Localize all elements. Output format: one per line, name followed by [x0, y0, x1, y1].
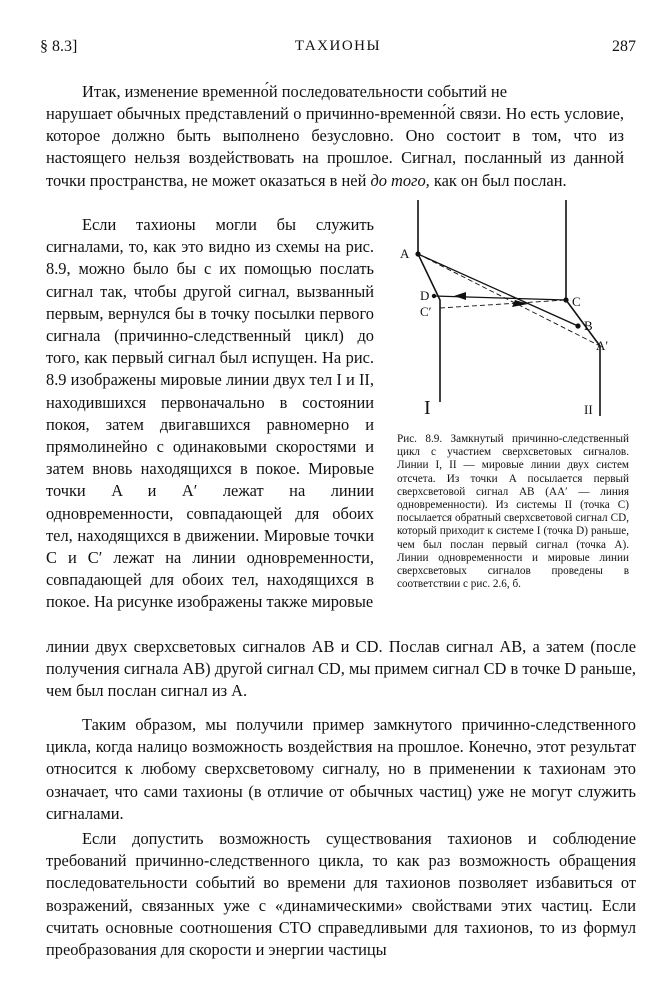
arrow-CD	[454, 292, 466, 300]
label-A: A	[400, 246, 410, 261]
signal-CD	[434, 296, 566, 300]
paragraph-3: Таким образом, мы получили пример замкнутого причинно-следственного цикла, когда налицо возможность воздействия на прошлое. Конечно, этот результат относится к любому сверхсветовому сигналу, но в применении к тахионам это означает, что сами тахионы (в отличие от обычных частиц) уже не могут служить сигналами.	[46, 715, 636, 823]
point-A	[415, 251, 420, 256]
paragraph-1-end: как он был послан.	[429, 170, 567, 190]
worldline-diagram	[388, 196, 628, 428]
paragraph-2-wide: линии двух сверхсветовых сигналов AB и CD. Послав сигнал AB, а затем (после получения сигнала AB) другой сигнал CD, мы примем сигнал CD в точке D раньше, чем был послан сигнал из A.	[46, 637, 636, 701]
paragraph-4: Если допустить возможность существования тахионов и соблюдение требований причинно-следственного цикла, то как раз возможность обращения последовательности событий во времени для тахионов позволяет избавиться от возражений, связанных уже с «динамическими» свойствами этих частиц. Если считать основные соотношения СТО справедливыми для тахионов, то из формул преобразования для скорости и энергии частицы	[46, 829, 636, 960]
simultaneity-CC-prime	[440, 300, 566, 308]
figure-caption: Рис. 8.9. Замкнутый причинно-следственный цикл с участием сверхсветовых сигналов. Линии I, II — мировые линии двух систем отсчета. Из точки A посылается первый сверхсветовой сигнал AB (AA′ — линия одновременности). Из системы II (точка C) посылается обратный сверхсветовой сигнал CD, который приходит к системе I (точка D) раньше, чем был послан первый сигнал (точка A). Линии одновременности и мировые линии сверхсветовых сигналов проведены в соответствии с рис. 2.6, б.	[397, 433, 629, 591]
paragraph-1	[46, 103, 624, 192]
paragraph-1-first-line: Итак, изменение временно́й последовательности событий не	[82, 82, 507, 101]
figure-8-9	[388, 196, 628, 428]
label-B: B	[584, 318, 593, 333]
point-D	[432, 294, 436, 298]
label-C-prime: C′	[420, 304, 432, 319]
point-B	[575, 323, 580, 328]
label-C: C	[572, 294, 581, 309]
signal-AB	[418, 254, 578, 326]
label-D: D	[420, 288, 430, 303]
paragraph-1-italic: до того,	[370, 170, 430, 190]
running-title: ТАХИОНЫ	[294, 38, 382, 54]
paragraph-2-narrow: Если тахионы могли бы служить сигналами, то, как это видно из схемы на рис. 8.9, можно было бы с их помощью послать сигнал так, чтобы другой сигнал, вызванный первым, вернулся бы в точку посылки первого сигнала (причинно-следственный цикл) до того, как первый сигнал был испущен. На рис. 8.9 изображены мировые линии двух тел I и II, находившихся первоначально в состоянии покоя, затем двигавшихся равномерно и прямолинейно с одинаковыми скоростями и затем вновь находящихся в покое. Мировые точки A и A′ лежат на линии одновременности, совпадающей для обоих тел, находящихся в движении. Мировые точки C и C′ лежат на линии одновременности, совпадающей для обоих тел, находящихся в покое. На рисунке изображены также мировые	[46, 215, 374, 612]
section-number: § 8.3]	[40, 38, 78, 55]
paragraph-1-text: нарушает обычных представлений о причинно-временно́й связи. Но есть условие, которое должно быть выполнено безусловно. Оно состоит в том, что из настоящего нельзя воздействовать на прошлое. Сигнал, посланный из данной точки пространства, не может оказаться в ней	[46, 104, 624, 190]
page-number: 287	[612, 38, 636, 55]
label-I: I	[424, 397, 431, 419]
label-II: II	[584, 402, 593, 417]
label-A-prime: A′	[596, 338, 609, 353]
point-C	[563, 297, 568, 302]
page-header	[40, 38, 636, 60]
